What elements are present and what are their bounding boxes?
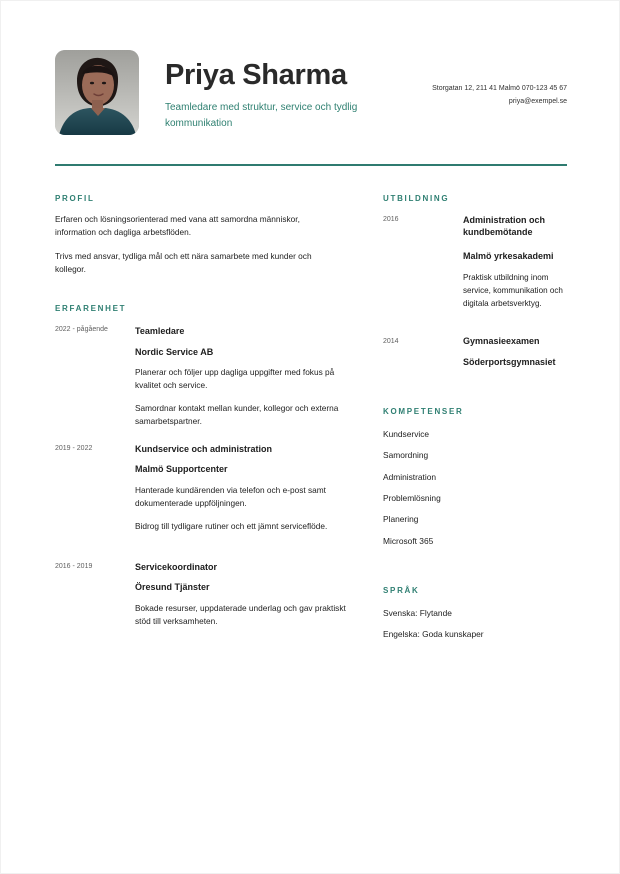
education-1-description: Praktisk utbildning inom service, kommunikation och digitala arbetsverktyg. [463,273,563,308]
languages-section-title: SPRÅK [383,586,420,595]
experience-3-date: 2016 - 2019 [55,563,93,570]
experience-2-role: Kundservice och administration [135,444,273,454]
language-item-2: Engelska: Goda kunskaper [383,629,484,639]
skill-item-4: Problemlösning [383,493,441,503]
experience-1-date: 2022 - pågående [55,326,108,333]
language-item-1: Svenska: Flytande [383,608,452,618]
candidate-subtitle: Teamledare med struktur, service och tydlig kommunikation [165,102,358,129]
experience-2-date: 2019 - 2022 [55,445,93,452]
candidate-name: Priya Sharma [165,59,347,91]
profile-paragraph-1: Erfaren och lösningsorienterad med vana att samordna människor, information och dagliga arbetsflöden. [55,214,300,237]
education-1-degree: Administration och kundbemötande [463,215,546,237]
skill-item-1: Kundservice [383,429,430,439]
experience-section-title: ERFARENHET [55,304,127,313]
profile-photo [55,50,139,135]
skill-item-5: Planering [383,514,419,524]
experience-1-bullet-1: Planerar och följer upp dagliga uppgifter med fokus på kvalitet och service. [135,367,335,390]
experience-1-company: Nordic Service AB [135,347,214,357]
education-2-school: Söderportsgymnasiet [463,357,556,367]
skill-item-6: Microsoft 365 [383,536,434,546]
experience-3-company: Öresund Tjänster [135,582,210,592]
profile-section-title: PROFIL [55,194,95,203]
skills-section-title: KOMPETENSER [383,407,464,416]
education-2-year: 2014 [383,338,399,345]
experience-3-bullet-1: Bokade resurser, uppdaterade underlag och gav praktiskt stöd till verksamheten. [135,603,346,626]
contact-email: priya@exempel.se [508,98,567,105]
skill-item-2: Samordning [383,450,429,460]
education-1-year: 2016 [383,216,399,223]
skill-item-3: Administration [383,472,437,482]
contact-address-phone: Storgatan 12, 211 41 Malmö 070-123 45 67 [432,85,567,92]
experience-2-bullet-2: Bidrog till tydligare rutiner och ett jämnt serviceflöde. [135,521,328,531]
experience-2-company: Malmö Supportcenter [135,464,228,474]
education-1-school: Malmö yrkesakademi [463,251,554,261]
education-section-title: UTBILDNING [383,194,450,203]
experience-1-role: Teamledare [135,326,185,336]
profile-paragraph-2: Trivs med ansvar, tydliga mål och ett nära samarbete med kunder och kollegor. [55,251,312,274]
experience-2-bullet-1: Hanterade kundärenden via telefon och e-post samt dokumenterade uppföljningen. [135,485,326,508]
experience-1-bullet-2: Samordnar kontakt mellan kunder, kollegor och externa samarbetspartner. [135,403,339,426]
education-2-degree: Gymnasieexamen [463,336,540,346]
experience-3-role: Servicekoordinator [135,562,218,572]
header-divider [55,164,567,166]
